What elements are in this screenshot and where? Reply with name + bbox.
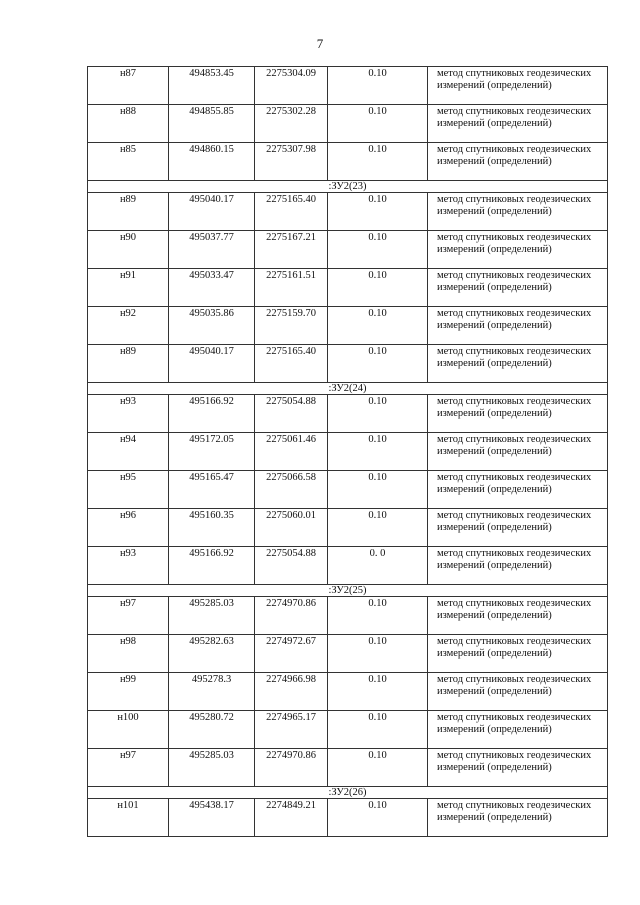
accuracy-cell: 0.10 [328,307,428,345]
point-row [88,433,608,471]
x-coordinate-cell: 495166.92 [169,547,255,585]
accuracy-cell: 0.10 [328,345,428,383]
section-row [88,383,608,395]
point-name-cell: н88 [88,105,169,143]
point-name-cell: н91 [88,269,169,307]
method-cell: метод спутниковых геодезических измерений (определений) [428,105,608,143]
x-coordinate-cell: 495037.77 [169,231,255,269]
point-name-cell: н94 [88,433,169,471]
method-cell: метод спутниковых геодезических измерений (определений) [428,799,608,837]
x-coordinate-cell: 495285.03 [169,749,255,787]
y-coordinate-cell: 2275159.70 [255,307,328,345]
section-label: :ЗУ2(26) [88,787,608,799]
coordinates-table-body [88,67,608,837]
method-cell: метод спутниковых геодезических измерений (определений) [428,597,608,635]
point-name-cell: н87 [88,67,169,105]
point-row [88,105,608,143]
y-coordinate-cell: 2274849.21 [255,799,328,837]
point-name-cell: н89 [88,345,169,383]
point-row [88,471,608,509]
x-coordinate-cell: 495165.47 [169,471,255,509]
point-name-cell: н98 [88,635,169,673]
section-row [88,787,608,799]
accuracy-cell: 0.10 [328,471,428,509]
x-coordinate-cell: 495172.05 [169,433,255,471]
accuracy-cell: 0.10 [328,395,428,433]
accuracy-cell: 0.10 [328,673,428,711]
method-cell: метод спутниковых геодезических измерений (определений) [428,67,608,105]
method-cell: метод спутниковых геодезических измерений (определений) [428,749,608,787]
point-row [88,67,608,105]
x-coordinate-cell: 495166.92 [169,395,255,433]
y-coordinate-cell: 2274966.98 [255,673,328,711]
accuracy-cell: 0.10 [328,143,428,181]
accuracy-cell: 0.10 [328,509,428,547]
accuracy-cell: 0. 0 [328,547,428,585]
x-coordinate-cell: 495040.17 [169,345,255,383]
point-name-cell: н99 [88,673,169,711]
x-coordinate-cell: 494855.85 [169,105,255,143]
method-cell: метод спутниковых геодезических измерений (определений) [428,635,608,673]
y-coordinate-cell: 2275054.88 [255,395,328,433]
method-cell: метод спутниковых геодезических измерений (определений) [428,711,608,749]
method-cell: метод спутниковых геодезических измерений (определений) [428,269,608,307]
y-coordinate-cell: 2275165.40 [255,193,328,231]
x-coordinate-cell: 495033.47 [169,269,255,307]
y-coordinate-cell: 2275054.88 [255,547,328,585]
section-label: :ЗУ2(25) [88,585,608,597]
point-name-cell: н92 [88,307,169,345]
y-coordinate-cell: 2275302.28 [255,105,328,143]
y-coordinate-cell: 2274972.67 [255,635,328,673]
accuracy-cell: 0.10 [328,269,428,307]
point-row [88,635,608,673]
y-coordinate-cell: 2275060.01 [255,509,328,547]
point-name-cell: н97 [88,597,169,635]
accuracy-cell: 0.10 [328,67,428,105]
x-coordinate-cell: 494853.45 [169,67,255,105]
page-number: 7 [316,36,324,51]
point-name-cell: н89 [88,193,169,231]
y-coordinate-cell: 2275066.58 [255,471,328,509]
section-row [88,585,608,597]
method-cell: метод спутниковых геодезических измерений (определений) [428,471,608,509]
x-coordinate-cell: 494860.15 [169,143,255,181]
method-cell: метод спутниковых геодезических измерений (определений) [428,547,608,585]
point-row [88,193,608,231]
accuracy-cell: 0.10 [328,193,428,231]
point-row [88,673,608,711]
point-row [88,509,608,547]
y-coordinate-cell: 2274965.17 [255,711,328,749]
y-coordinate-cell: 2275061.46 [255,433,328,471]
x-coordinate-cell: 495278.3 [169,673,255,711]
section-label: :ЗУ2(24) [88,383,608,395]
point-row [88,597,608,635]
accuracy-cell: 0.10 [328,433,428,471]
section-row [88,181,608,193]
x-coordinate-cell: 495040.17 [169,193,255,231]
point-name-cell: н96 [88,509,169,547]
accuracy-cell: 0.10 [328,597,428,635]
x-coordinate-cell: 495438.17 [169,799,255,837]
y-coordinate-cell: 2274970.86 [255,749,328,787]
method-cell: метод спутниковых геодезических измерений (определений) [428,673,608,711]
point-row [88,711,608,749]
point-row [88,547,608,585]
coordinates-table [87,66,608,837]
point-name-cell: н100 [88,711,169,749]
point-name-cell: н97 [88,749,169,787]
method-cell: метод спутниковых геодезических измерений (определений) [428,193,608,231]
x-coordinate-cell: 495280.72 [169,711,255,749]
accuracy-cell: 0.10 [328,711,428,749]
point-row [88,269,608,307]
method-cell: метод спутниковых геодезических измерений (определений) [428,231,608,269]
point-row [88,395,608,433]
y-coordinate-cell: 2275161.51 [255,269,328,307]
accuracy-cell: 0.10 [328,635,428,673]
accuracy-cell: 0.10 [328,105,428,143]
x-coordinate-cell: 495285.03 [169,597,255,635]
accuracy-cell: 0.10 [328,799,428,837]
method-cell: метод спутниковых геодезических измерений (определений) [428,307,608,345]
method-cell: метод спутниковых геодезических измерений (определений) [428,433,608,471]
y-coordinate-cell: 2275307.98 [255,143,328,181]
x-coordinate-cell: 495282.63 [169,635,255,673]
point-name-cell: н90 [88,231,169,269]
point-row [88,143,608,181]
point-name-cell: н93 [88,395,169,433]
method-cell: метод спутниковых геодезических измерений (определений) [428,395,608,433]
y-coordinate-cell: 2275167.21 [255,231,328,269]
x-coordinate-cell: 495160.35 [169,509,255,547]
point-row [88,307,608,345]
y-coordinate-cell: 2274970.86 [255,597,328,635]
point-name-cell: н85 [88,143,169,181]
point-name-cell: н101 [88,799,169,837]
point-row [88,799,608,837]
y-coordinate-cell: 2275304.09 [255,67,328,105]
point-name-cell: н95 [88,471,169,509]
x-coordinate-cell: 495035.86 [169,307,255,345]
method-cell: метод спутниковых геодезических измерений (определений) [428,345,608,383]
method-cell: метод спутниковых геодезических измерений (определений) [428,143,608,181]
point-row [88,345,608,383]
point-name-cell: н93 [88,547,169,585]
section-label: :ЗУ2(23) [88,181,608,193]
point-row [88,231,608,269]
accuracy-cell: 0.10 [328,231,428,269]
method-cell: метод спутниковых геодезических измерений (определений) [428,509,608,547]
point-row [88,749,608,787]
y-coordinate-cell: 2275165.40 [255,345,328,383]
accuracy-cell: 0.10 [328,749,428,787]
